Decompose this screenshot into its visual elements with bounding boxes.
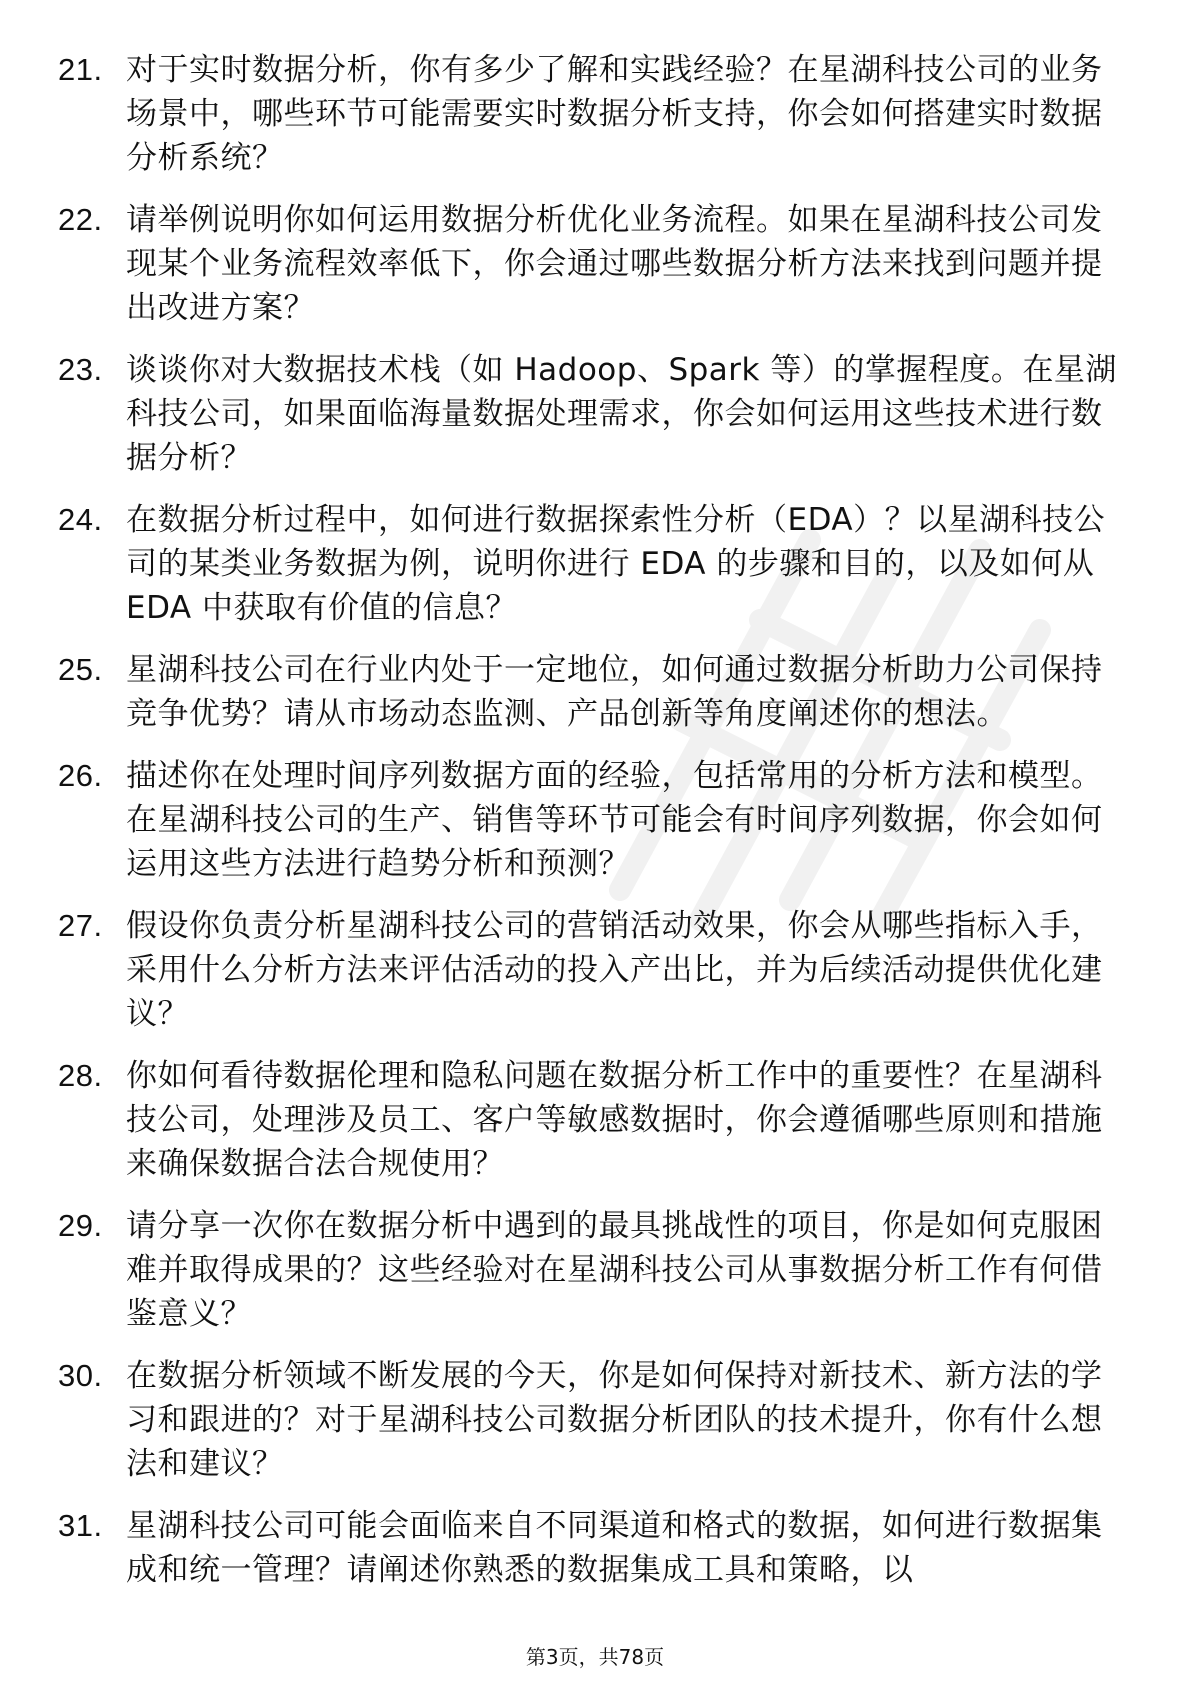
question-number: 27. xyxy=(58,908,103,943)
question-item xyxy=(58,498,1118,630)
question-item xyxy=(58,904,1118,1036)
question-text: 你如何看待数据伦理和隐私问题在数据分析工作中的重要性？在星湖科技公司，处理涉及员工、客户等敏感数据时，你会遵循哪些原则和措施来确保数据合法合规使用？ xyxy=(126,1058,1103,1182)
question-item xyxy=(58,48,1118,180)
question-number: 29. xyxy=(58,1208,103,1243)
question-number: 26. xyxy=(58,758,103,793)
question-item xyxy=(58,1054,1118,1186)
question-text: 描述你在处理时间序列数据方面的经验，包括常用的分析方法和模型。在星湖科技公司的生产、销售等环节可能会有时间序列数据，你会如何运用这些方法进行趋势分析和预测？ xyxy=(126,758,1103,882)
question-number: 21. xyxy=(58,52,103,87)
question-text: 星湖科技公司可能会面临来自不同渠道和格式的数据，如何进行数据集成和统一管理？请阐述你熟悉的数据集成工具和策略，以 xyxy=(126,1508,1103,1588)
question-text: 在数据分析领域不断发展的今天，你是如何保持对新技术、新方法的学习和跟进的？对于星湖科技公司数据分析团队的技术提升，你有什么想法和建议？ xyxy=(126,1358,1103,1482)
question-text: 假设你负责分析星湖科技公司的营销活动效果，你会从哪些指标入手，采用什么分析方法来评估活动的投入产出比，并为后续活动提供优化建议？ xyxy=(126,908,1103,1032)
question-text: 谈谈你对大数据技术栈（如 Hadoop、Spark 等）的掌握程度。在星湖科技公司，如果面临海量数据处理需求，你会如何运用这些技术进行数据分析？ xyxy=(126,352,1117,476)
question-number: 24. xyxy=(58,502,103,537)
question-text: 在数据分析过程中，如何进行数据探索性分析（EDA）？以星湖科技公司的某类业务数据为例，说明你进行 EDA 的步骤和目的，以及如何从 EDA 中获取有价值的信息？ xyxy=(126,502,1106,626)
question-number: 31. xyxy=(58,1508,103,1543)
question-item xyxy=(58,754,1118,886)
question-item xyxy=(58,648,1118,736)
question-item xyxy=(58,198,1118,330)
question-number: 22. xyxy=(58,202,103,237)
question-text: 请分享一次你在数据分析中遇到的最具挑战性的项目，你是如何克服困难并取得成果的？这些经验对在星湖科技公司从事数据分析工作有何借鉴意义？ xyxy=(126,1208,1103,1332)
question-item xyxy=(58,348,1118,480)
question-number: 23. xyxy=(58,352,103,387)
question-number: 28. xyxy=(58,1058,103,1093)
question-text: 星湖科技公司在行业内处于一定地位，如何通过数据分析助力公司保持竞争优势？请从市场动态监测、产品创新等角度阐述你的想法。 xyxy=(126,652,1103,732)
question-item xyxy=(58,1354,1118,1486)
question-item xyxy=(58,1504,1118,1592)
question-list xyxy=(58,48,1118,1610)
question-text: 对于实时数据分析，你有多少了解和实践经验？在星湖科技公司的业务场景中，哪些环节可能需要实时数据分析支持，你会如何搭建实时数据分析系统？ xyxy=(126,52,1103,176)
question-number: 30. xyxy=(58,1358,103,1393)
page-number-footer: 第3页，共78页 xyxy=(525,1645,665,1669)
question-text: 请举例说明你如何运用数据分析优化业务流程。如果在星湖科技公司发现某个业务流程效率低下，你会通过哪些数据分析方法来找到问题并提出改进方案？ xyxy=(126,202,1103,326)
question-number: 25. xyxy=(58,652,103,687)
question-item xyxy=(58,1204,1118,1336)
